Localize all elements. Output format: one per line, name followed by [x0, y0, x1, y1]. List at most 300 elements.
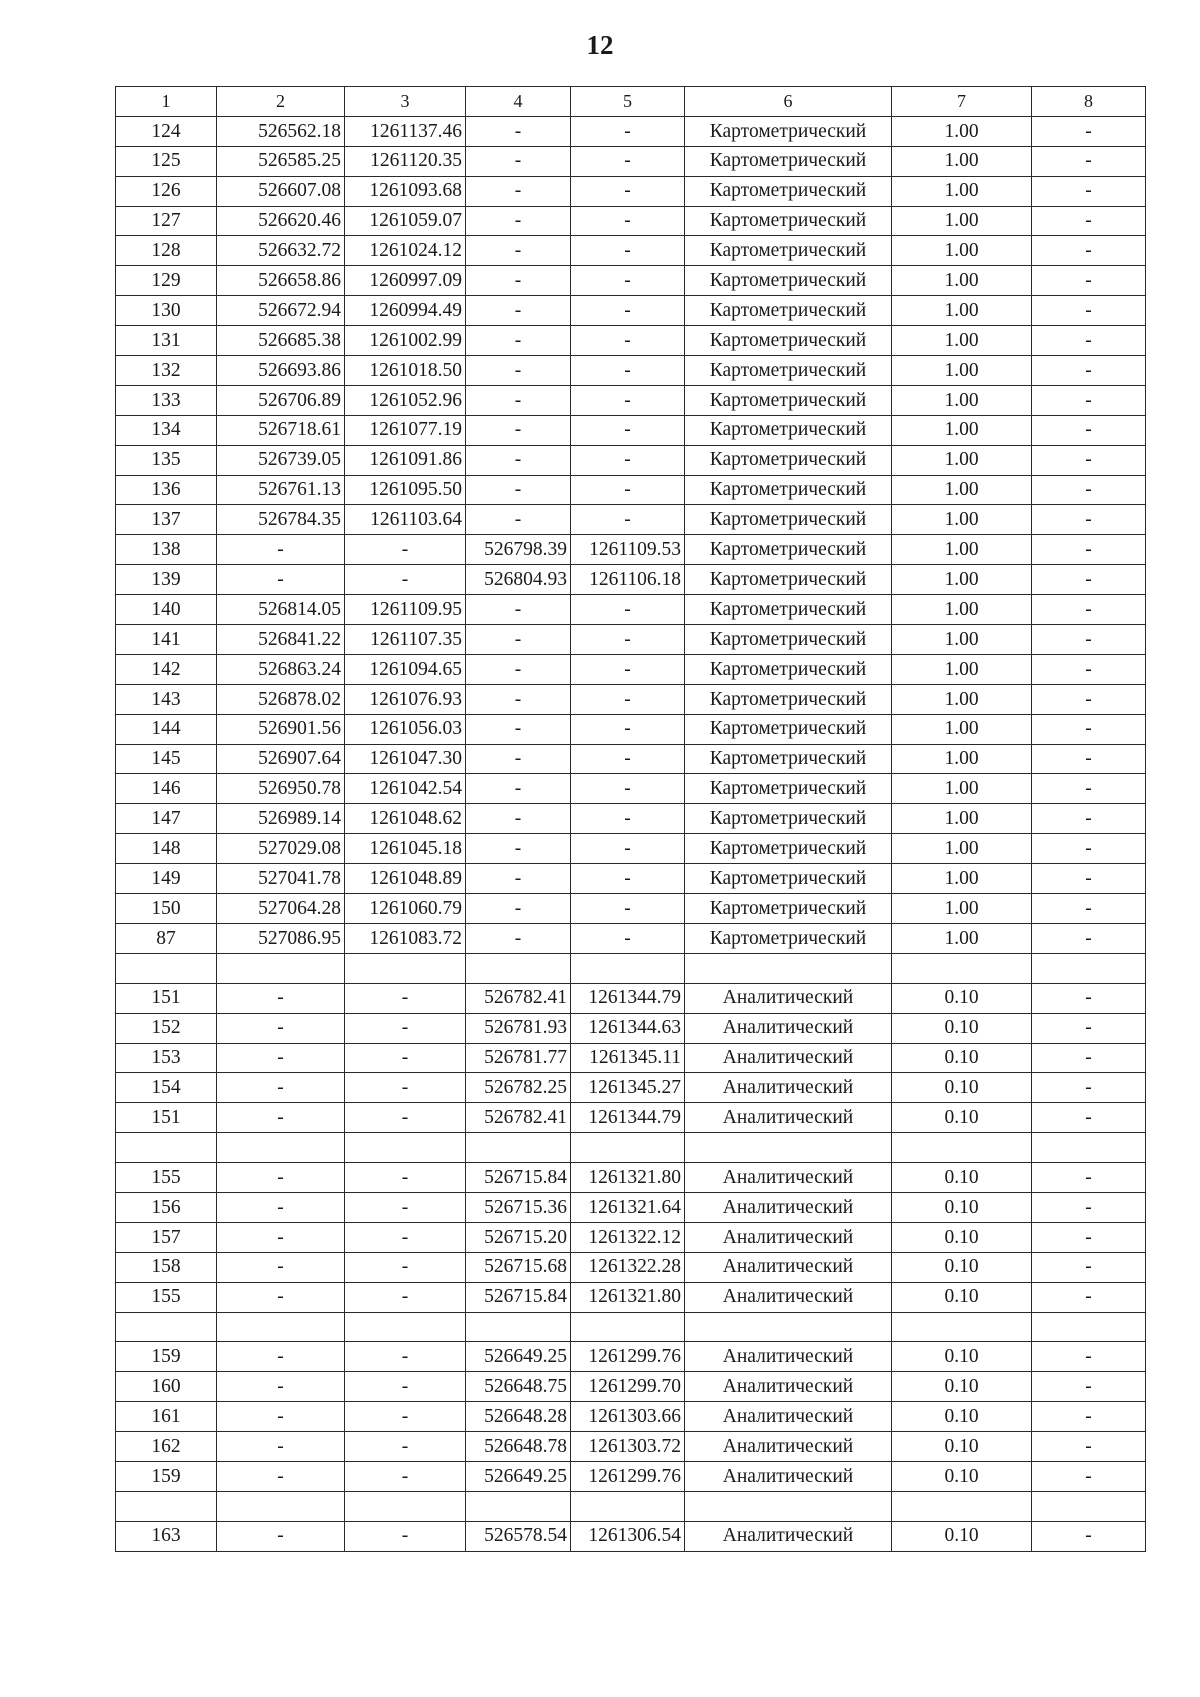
x-new-cell: - — [466, 774, 571, 804]
note-cell — [1032, 1312, 1146, 1342]
x-new-cell — [466, 1312, 571, 1342]
y-new-cell: - — [571, 834, 685, 864]
y-existing-cell: 1261093.68 — [345, 176, 466, 206]
table-row — [116, 923, 1146, 953]
point-number-cell: 152 — [116, 1013, 217, 1043]
column-number: 6 — [685, 87, 892, 117]
x-new-cell: 526782.41 — [466, 983, 571, 1013]
note-cell: - — [1032, 505, 1146, 535]
note-cell: - — [1032, 774, 1146, 804]
y-new-cell: - — [571, 505, 685, 535]
x-existing-cell: 526784.35 — [217, 505, 345, 535]
y-new-cell: - — [571, 625, 685, 655]
y-new-cell: 1261322.28 — [571, 1252, 685, 1282]
x-existing-cell: - — [217, 565, 345, 595]
x-new-cell: - — [466, 625, 571, 655]
x-existing-cell: 526585.25 — [217, 146, 345, 176]
accuracy-cell: 0.10 — [892, 1521, 1032, 1551]
note-cell: - — [1032, 684, 1146, 714]
accuracy-cell: 1.00 — [892, 356, 1032, 386]
point-number-cell: 146 — [116, 774, 217, 804]
separator-row — [116, 1312, 1146, 1342]
y-new-cell: - — [571, 894, 685, 924]
column-number: 4 — [466, 87, 571, 117]
table-row — [116, 1103, 1146, 1133]
y-new-cell: 1261321.64 — [571, 1192, 685, 1222]
x-new-cell: 526649.25 — [466, 1461, 571, 1491]
table-row — [116, 475, 1146, 505]
accuracy-cell: 1.00 — [892, 864, 1032, 894]
x-new-cell: - — [466, 266, 571, 296]
note-cell: - — [1032, 1432, 1146, 1462]
note-cell: - — [1032, 236, 1146, 266]
x-existing-cell: 526761.13 — [217, 475, 345, 505]
x-new-cell — [466, 1491, 571, 1521]
x-existing-cell: 526620.46 — [217, 206, 345, 236]
accuracy-cell: 1.00 — [892, 535, 1032, 565]
x-existing-cell: - — [217, 1192, 345, 1222]
y-existing-cell: 1261060.79 — [345, 894, 466, 924]
accuracy-cell: 1.00 — [892, 595, 1032, 625]
point-number-cell: 151 — [116, 1103, 217, 1133]
y-existing-cell: - — [345, 1372, 466, 1402]
accuracy-cell: 1.00 — [892, 654, 1032, 684]
method-cell: Аналитический — [685, 1461, 892, 1491]
note-cell: - — [1032, 714, 1146, 744]
note-cell: - — [1032, 415, 1146, 445]
method-cell: Картометрический — [685, 834, 892, 864]
accuracy-cell: 0.10 — [892, 1402, 1032, 1432]
x-new-cell: - — [466, 206, 571, 236]
accuracy-cell: 0.10 — [892, 1013, 1032, 1043]
note-cell: - — [1032, 1013, 1146, 1043]
column-number: 8 — [1032, 87, 1146, 117]
note-cell — [1032, 1491, 1146, 1521]
method-cell: Аналитический — [685, 1342, 892, 1372]
accuracy-cell: 1.00 — [892, 774, 1032, 804]
accuracy-cell: 0.10 — [892, 1043, 1032, 1073]
x-new-cell: - — [466, 326, 571, 356]
accuracy-cell: 0.10 — [892, 1103, 1032, 1133]
accuracy-cell: 0.10 — [892, 1073, 1032, 1103]
accuracy-cell: 0.10 — [892, 1372, 1032, 1402]
x-new-cell: - — [466, 116, 571, 146]
y-existing-cell — [345, 1491, 466, 1521]
x-new-cell: 526782.25 — [466, 1073, 571, 1103]
point-number-cell: 143 — [116, 684, 217, 714]
y-existing-cell: 1260994.49 — [345, 296, 466, 326]
x-existing-cell: 527064.28 — [217, 894, 345, 924]
accuracy-cell: 1.00 — [892, 146, 1032, 176]
x-new-cell: 526649.25 — [466, 1342, 571, 1372]
accuracy-cell: 0.10 — [892, 1163, 1032, 1193]
y-existing-cell: 1260997.09 — [345, 266, 466, 296]
x-existing-cell: 526685.38 — [217, 326, 345, 356]
method-cell: Картометрический — [685, 356, 892, 386]
x-new-cell: - — [466, 415, 571, 445]
y-new-cell: 1261109.53 — [571, 535, 685, 565]
separator-row — [116, 1133, 1146, 1163]
table-row — [116, 625, 1146, 655]
method-cell — [685, 1133, 892, 1163]
x-new-cell: 526804.93 — [466, 565, 571, 595]
x-new-cell: - — [466, 684, 571, 714]
x-existing-cell: 526607.08 — [217, 176, 345, 206]
method-cell: Картометрический — [685, 146, 892, 176]
table-row — [116, 445, 1146, 475]
method-cell: Картометрический — [685, 894, 892, 924]
column-number: 5 — [571, 87, 685, 117]
x-existing-cell: 527086.95 — [217, 923, 345, 953]
point-number-cell: 148 — [116, 834, 217, 864]
method-cell: Аналитический — [685, 1372, 892, 1402]
method-cell: Картометрический — [685, 296, 892, 326]
method-cell: Картометрический — [685, 654, 892, 684]
method-cell: Картометрический — [685, 535, 892, 565]
note-cell: - — [1032, 1073, 1146, 1103]
x-new-cell: - — [466, 894, 571, 924]
x-new-cell: 526648.28 — [466, 1402, 571, 1432]
point-number-cell — [116, 1491, 217, 1521]
accuracy-cell: 0.10 — [892, 1342, 1032, 1372]
point-number-cell: 162 — [116, 1432, 217, 1462]
y-new-cell: - — [571, 116, 685, 146]
table-row — [116, 1432, 1146, 1462]
x-existing-cell: - — [217, 1252, 345, 1282]
x-new-cell: - — [466, 356, 571, 386]
method-cell: Аналитический — [685, 1432, 892, 1462]
method-cell: Картометрический — [685, 595, 892, 625]
x-existing-cell: - — [217, 1282, 345, 1312]
accuracy-cell — [892, 1312, 1032, 1342]
x-new-cell: 526715.84 — [466, 1163, 571, 1193]
method-cell: Картометрический — [685, 266, 892, 296]
y-new-cell: 1261106.18 — [571, 565, 685, 595]
x-existing-cell: 526693.86 — [217, 356, 345, 386]
note-cell: - — [1032, 923, 1146, 953]
table-row — [116, 1222, 1146, 1252]
x-existing-cell — [217, 953, 345, 983]
x-existing-cell: 526841.22 — [217, 625, 345, 655]
column-number: 2 — [217, 87, 345, 117]
x-existing-cell: 526658.86 — [217, 266, 345, 296]
method-cell — [685, 1491, 892, 1521]
accuracy-cell: 1.00 — [892, 326, 1032, 356]
accuracy-cell: 1.00 — [892, 804, 1032, 834]
method-cell: Картометрический — [685, 744, 892, 774]
point-number-cell: 130 — [116, 296, 217, 326]
method-cell: Картометрический — [685, 415, 892, 445]
column-number: 3 — [345, 87, 466, 117]
table-row — [116, 505, 1146, 535]
point-number-cell: 156 — [116, 1192, 217, 1222]
separator-row — [116, 1491, 1146, 1521]
y-existing-cell: 1261091.86 — [345, 445, 466, 475]
x-existing-cell: 526950.78 — [217, 774, 345, 804]
y-existing-cell: - — [345, 1192, 466, 1222]
method-cell — [685, 953, 892, 983]
note-cell: - — [1032, 1163, 1146, 1193]
point-number-cell: 128 — [116, 236, 217, 266]
y-existing-cell: 1261083.72 — [345, 923, 466, 953]
table-row — [116, 236, 1146, 266]
y-existing-cell: - — [345, 535, 466, 565]
accuracy-cell — [892, 1133, 1032, 1163]
x-existing-cell — [217, 1312, 345, 1342]
point-number-cell — [116, 1312, 217, 1342]
accuracy-cell — [892, 953, 1032, 983]
column-number: 1 — [116, 87, 217, 117]
y-new-cell: - — [571, 654, 685, 684]
point-number-cell: 151 — [116, 983, 217, 1013]
x-new-cell: 526782.41 — [466, 1103, 571, 1133]
note-cell: - — [1032, 1372, 1146, 1402]
note-cell: - — [1032, 1043, 1146, 1073]
method-cell: Картометрический — [685, 565, 892, 595]
accuracy-cell: 1.00 — [892, 475, 1032, 505]
y-new-cell: 1261345.11 — [571, 1043, 685, 1073]
y-existing-cell: - — [345, 1222, 466, 1252]
point-number-cell: 145 — [116, 744, 217, 774]
y-existing-cell — [345, 1133, 466, 1163]
point-number-cell: 124 — [116, 116, 217, 146]
accuracy-cell: 1.00 — [892, 625, 1032, 655]
accuracy-cell — [892, 1491, 1032, 1521]
note-cell: - — [1032, 116, 1146, 146]
table-row — [116, 1402, 1146, 1432]
x-existing-cell: - — [217, 1461, 345, 1491]
note-cell — [1032, 1133, 1146, 1163]
x-new-cell: - — [466, 146, 571, 176]
x-existing-cell: - — [217, 983, 345, 1013]
table-row — [116, 535, 1146, 565]
table-row — [116, 1013, 1146, 1043]
method-cell: Картометрический — [685, 714, 892, 744]
table-row — [116, 983, 1146, 1013]
method-cell: Аналитический — [685, 1282, 892, 1312]
y-existing-cell: 1261045.18 — [345, 834, 466, 864]
x-new-cell: 526648.78 — [466, 1432, 571, 1462]
y-existing-cell: 1261120.35 — [345, 146, 466, 176]
method-cell: Картометрический — [685, 774, 892, 804]
y-new-cell — [571, 953, 685, 983]
separator-row — [116, 953, 1146, 983]
accuracy-cell: 0.10 — [892, 1252, 1032, 1282]
table-row — [116, 356, 1146, 386]
method-cell: Картометрический — [685, 864, 892, 894]
method-cell: Картометрический — [685, 475, 892, 505]
accuracy-cell: 1.00 — [892, 236, 1032, 266]
y-new-cell: - — [571, 774, 685, 804]
y-new-cell: 1261299.76 — [571, 1461, 685, 1491]
x-new-cell: - — [466, 296, 571, 326]
x-new-cell: - — [466, 714, 571, 744]
table-row — [116, 1252, 1146, 1282]
method-cell: Аналитический — [685, 1252, 892, 1282]
y-new-cell: 1261321.80 — [571, 1163, 685, 1193]
table-row — [116, 654, 1146, 684]
y-new-cell: - — [571, 326, 685, 356]
table-row — [116, 804, 1146, 834]
x-existing-cell: - — [217, 1521, 345, 1551]
point-number-cell: 161 — [116, 1402, 217, 1432]
table-row — [116, 864, 1146, 894]
y-existing-cell: - — [345, 1342, 466, 1372]
point-number-cell: 137 — [116, 505, 217, 535]
table-row — [116, 206, 1146, 236]
x-existing-cell: 526672.94 — [217, 296, 345, 326]
point-number-cell: 131 — [116, 326, 217, 356]
y-new-cell: - — [571, 415, 685, 445]
x-new-cell: - — [466, 385, 571, 415]
note-cell: - — [1032, 1252, 1146, 1282]
point-number-cell: 139 — [116, 565, 217, 595]
x-new-cell: 526781.93 — [466, 1013, 571, 1043]
point-number-cell: 141 — [116, 625, 217, 655]
method-cell: Аналитический — [685, 1073, 892, 1103]
accuracy-cell: 1.00 — [892, 296, 1032, 326]
x-new-cell: 526715.68 — [466, 1252, 571, 1282]
accuracy-cell: 1.00 — [892, 415, 1032, 445]
y-new-cell: - — [571, 385, 685, 415]
method-cell: Картометрический — [685, 385, 892, 415]
x-existing-cell: 526901.56 — [217, 714, 345, 744]
x-new-cell — [466, 953, 571, 983]
table-body — [116, 87, 1146, 1552]
accuracy-cell: 1.00 — [892, 445, 1032, 475]
point-number-cell: 127 — [116, 206, 217, 236]
point-number-cell: 129 — [116, 266, 217, 296]
table-row — [116, 266, 1146, 296]
method-cell: Картометрический — [685, 236, 892, 266]
y-existing-cell: 1261056.03 — [345, 714, 466, 744]
y-new-cell: - — [571, 176, 685, 206]
note-cell: - — [1032, 983, 1146, 1013]
y-new-cell: 1261344.79 — [571, 1103, 685, 1133]
x-existing-cell: - — [217, 1432, 345, 1462]
x-new-cell: - — [466, 595, 571, 625]
table-row — [116, 385, 1146, 415]
point-number-cell: 160 — [116, 1372, 217, 1402]
table-row — [116, 1043, 1146, 1073]
x-existing-cell: - — [217, 1103, 345, 1133]
accuracy-cell: 1.00 — [892, 714, 1032, 744]
point-number-cell: 140 — [116, 595, 217, 625]
method-cell: Аналитический — [685, 1103, 892, 1133]
table-row — [116, 565, 1146, 595]
y-existing-cell: 1261052.96 — [345, 385, 466, 415]
y-existing-cell: 1261059.07 — [345, 206, 466, 236]
note-cell: - — [1032, 625, 1146, 655]
y-new-cell: 1261303.72 — [571, 1432, 685, 1462]
point-number-cell: 136 — [116, 475, 217, 505]
x-new-cell: - — [466, 864, 571, 894]
y-existing-cell: - — [345, 1043, 466, 1073]
y-new-cell: 1261299.76 — [571, 1342, 685, 1372]
table-row — [116, 1163, 1146, 1193]
table-row — [116, 774, 1146, 804]
y-new-cell: 1261321.80 — [571, 1282, 685, 1312]
accuracy-cell: 0.10 — [892, 1222, 1032, 1252]
y-new-cell: 1261344.79 — [571, 983, 685, 1013]
x-existing-cell: - — [217, 1342, 345, 1372]
method-cell: Картометрический — [685, 804, 892, 834]
y-new-cell: 1261299.70 — [571, 1372, 685, 1402]
note-cell: - — [1032, 535, 1146, 565]
y-new-cell: - — [571, 475, 685, 505]
note-cell: - — [1032, 296, 1146, 326]
accuracy-cell: 1.00 — [892, 505, 1032, 535]
accuracy-cell: 0.10 — [892, 1461, 1032, 1491]
point-number-cell: 155 — [116, 1282, 217, 1312]
point-number-cell — [116, 953, 217, 983]
coordinates-table — [115, 86, 1146, 1552]
note-cell: - — [1032, 894, 1146, 924]
method-cell: Аналитический — [685, 1521, 892, 1551]
accuracy-cell: 1.00 — [892, 206, 1032, 236]
y-new-cell: - — [571, 923, 685, 953]
y-new-cell: - — [571, 804, 685, 834]
x-existing-cell: 526878.02 — [217, 684, 345, 714]
x-existing-cell: - — [217, 1222, 345, 1252]
y-existing-cell: - — [345, 1163, 466, 1193]
y-existing-cell: 1261094.65 — [345, 654, 466, 684]
note-cell: - — [1032, 1402, 1146, 1432]
note-cell: - — [1032, 475, 1146, 505]
y-new-cell: 1261344.63 — [571, 1013, 685, 1043]
y-existing-cell: 1261002.99 — [345, 326, 466, 356]
table-row — [116, 1461, 1146, 1491]
x-existing-cell: - — [217, 1372, 345, 1402]
accuracy-cell: 1.00 — [892, 834, 1032, 864]
y-existing-cell: 1261107.35 — [345, 625, 466, 655]
note-cell: - — [1032, 1222, 1146, 1252]
x-existing-cell: 527041.78 — [217, 864, 345, 894]
y-new-cell: - — [571, 356, 685, 386]
x-new-cell: - — [466, 475, 571, 505]
note-cell: - — [1032, 356, 1146, 386]
point-number-cell: 147 — [116, 804, 217, 834]
accuracy-cell: 1.00 — [892, 116, 1032, 146]
y-existing-cell: 1261018.50 — [345, 356, 466, 386]
y-new-cell: 1261306.54 — [571, 1521, 685, 1551]
accuracy-cell: 0.10 — [892, 1282, 1032, 1312]
note-cell: - — [1032, 206, 1146, 236]
y-existing-cell: 1261048.89 — [345, 864, 466, 894]
method-cell: Аналитический — [685, 1013, 892, 1043]
y-existing-cell: 1261024.12 — [345, 236, 466, 266]
x-new-cell: - — [466, 744, 571, 774]
x-new-cell — [466, 1133, 571, 1163]
table-row — [116, 744, 1146, 774]
point-number-cell: 126 — [116, 176, 217, 206]
x-existing-cell: 526706.89 — [217, 385, 345, 415]
y-new-cell: 1261345.27 — [571, 1073, 685, 1103]
y-new-cell: - — [571, 744, 685, 774]
method-cell: Картометрический — [685, 923, 892, 953]
table-row — [116, 415, 1146, 445]
note-cell: - — [1032, 1342, 1146, 1372]
point-number-cell: 134 — [116, 415, 217, 445]
accuracy-cell: 0.10 — [892, 1192, 1032, 1222]
x-existing-cell: 526989.14 — [217, 804, 345, 834]
method-cell: Аналитический — [685, 1222, 892, 1252]
point-number-cell: 149 — [116, 864, 217, 894]
note-cell: - — [1032, 1521, 1146, 1551]
table-row — [116, 326, 1146, 356]
method-cell — [685, 1312, 892, 1342]
y-existing-cell: - — [345, 565, 466, 595]
